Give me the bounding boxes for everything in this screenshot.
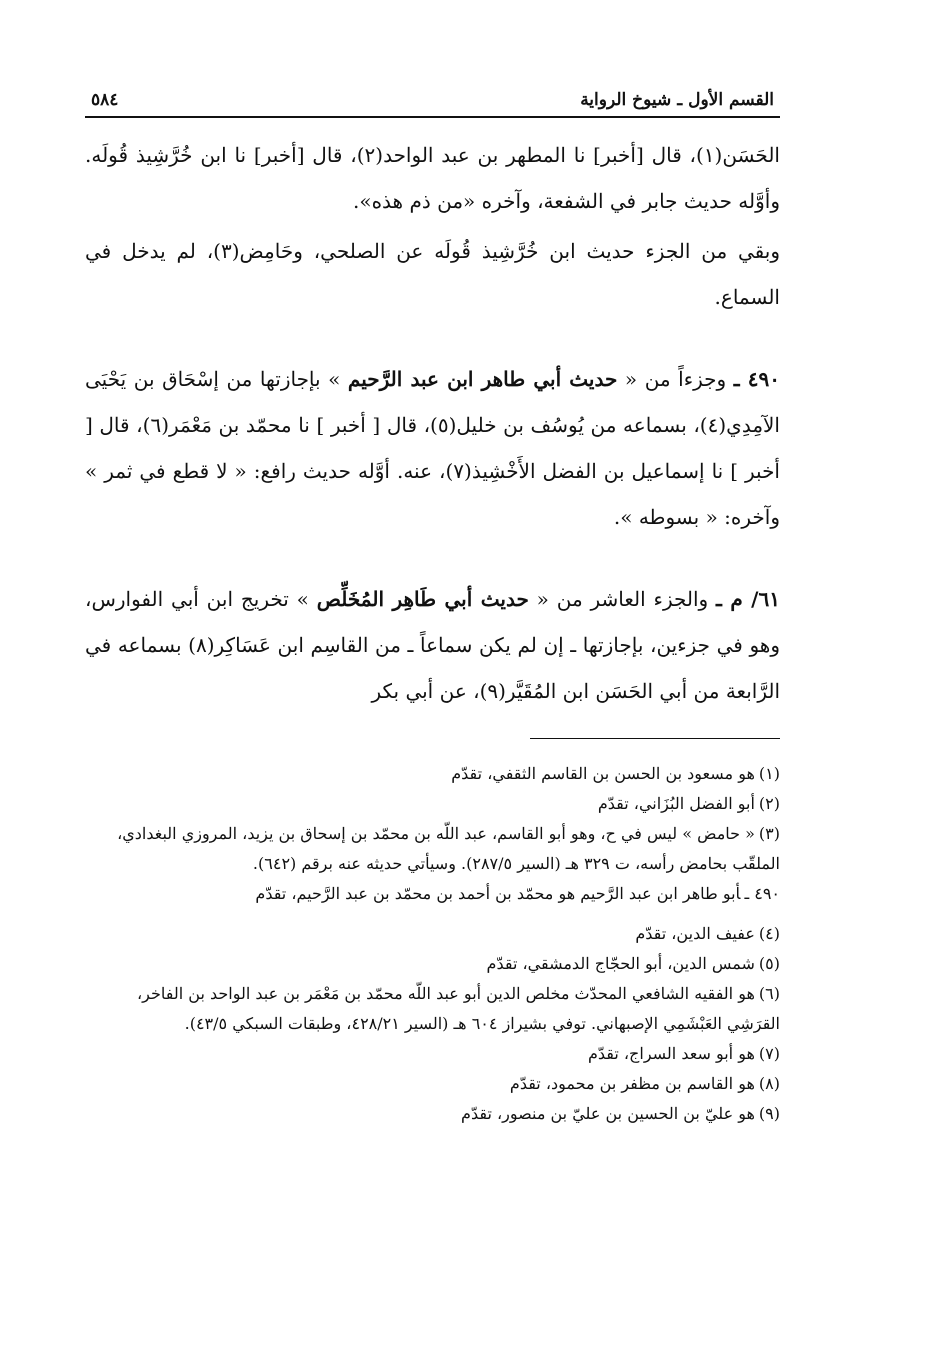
footnote — [85, 979, 780, 1039]
page — [85, 80, 780, 1129]
footnote-label: (٢) — [758, 794, 780, 813]
footnote-text: هو مسعود بن الحسن بن القاسم الثقفي، تقدّم — [451, 764, 755, 783]
page-number: ٥٨٤ — [91, 90, 119, 110]
footnote-label: ٤٩٠ ـ — [744, 884, 780, 903]
entry-number: ٤٩٠ ـ — [733, 367, 780, 391]
footnote-text: أبو طاهر ابن عبد الرَّحيم هو محمّد بن أحمد بن محمّد بن عبد الرَّحيم، تقدّم — [255, 884, 741, 903]
footnote — [85, 1039, 780, 1069]
footnote-label: (٦) — [758, 984, 780, 1003]
footnote-text: هو أبو سعد السراج، تقدّم — [587, 1044, 755, 1063]
footnote-label: (٩) — [758, 1104, 780, 1123]
entry-title: حديث أبي طاهر ابن عبد الرَّحيم — [347, 367, 618, 391]
footnote-label: (٥) — [758, 954, 780, 973]
entry-61m — [85, 576, 780, 714]
footnote — [85, 919, 780, 949]
footnote-rule — [530, 738, 780, 739]
paragraph: الحَسَن(١)، قال [أخبر] نا المطهر بن عبد الواحد(٢)، قال [أخبر] نا ابن خُرَّشِيذ قُولَه. وأوَّله حديث جابر في الشفعة، وآخره «من ذم هذه». — [85, 143, 780, 213]
footnotes — [85, 759, 780, 1129]
footnote — [85, 949, 780, 979]
footnote — [85, 819, 780, 879]
footnote-label: (٨) — [758, 1074, 780, 1093]
footnote — [85, 879, 780, 909]
footnote-label: (١) — [758, 764, 780, 783]
footnote-text: عفيف الدين، تقدّم — [635, 924, 755, 943]
running-title: القسم الأول ـ شيوخ الرواية — [580, 90, 774, 110]
entry-text: » بإجازتها من إسْحَاق بن يَحْيَى الآمِدِي(٤)، بسماعه من يُوسُف بن خليل(٥)، قال [ أخبر ] نا محمّد بن مَعْمَر(٦)، قال [ أخبر ] نا إسماعيل بن الفضل الأَخْشِيذ(٧)، عنه. أوَّله حديث رافع: « لا قطع في ثمر » وآخره: « بسوطه ». — [85, 367, 780, 529]
footnote-text: أبو الفضل البُزَاني، تقدّم — [597, 794, 755, 813]
footnote-text: هو عليّ بن الحسين بن عليّ بن منصور، تقدّم — [461, 1104, 755, 1123]
entry-lead: والجزء العاشر من « — [536, 587, 709, 611]
footnote-label: (٤) — [758, 924, 780, 943]
entry-490 — [85, 356, 780, 540]
header-rule — [85, 116, 780, 118]
main-text — [85, 132, 780, 714]
footnote-text: « حامض » ليس في ح، وهو أبو القاسم، عبد اللّه بن محمّد بن إسحاق بن يزيد، المروزي البغدادي، الملقّب بحامض رأسه، ت ٣٢٩ هـ (السير ٢٨٧/٥). وسيأتي حديثه عنه برقم (٦٤٢). — [117, 824, 780, 873]
entry-number: ٦١/ م ـ — [716, 587, 780, 611]
running-header — [85, 80, 780, 110]
footnote-text: هو الفقيه الشافعي المحدّث مخلص الدين أبو عبد اللّه محمّد بن مَعْمَر بن عبد الواحد بن الفاخر، القرَشِي العَبْشَمِي الإصبهاني. توفي بشيراز ٦٠٤ هـ (السير ٤٢٨/٢١، وطبقات السبكي ٤٣/٥). — [137, 984, 780, 1033]
footnote-text: شمس الدين، أبو الحجّاج الدمشقي، تقدّم — [486, 954, 755, 973]
footnote-label: (٣) — [758, 824, 780, 843]
entry-lead: وجزءاً من « — [624, 367, 727, 391]
footnote-label: (٧) — [758, 1044, 780, 1063]
footnote — [85, 789, 780, 819]
entry-text: » تخريج ابن أبي الفوارس، وهو في جزءين، بإجازتها ـ إن لم يكن سماعاً ـ من القاسِم ابن عَسَاكِر(٨) بسماعه في الرَّابعة من أبي الحَسَن ابن المُقَيَّر(٩)، عن أبي بكر — [85, 587, 780, 703]
footnote — [85, 759, 780, 789]
entry-title: حديث أبي طَاهِر المُخَلِّص — [316, 587, 529, 611]
footnote — [85, 1069, 780, 1099]
paragraph: وبقي من الجزء حديث ابن خُرَّشِيذ قُولَه عن الصلحي، وحَامِض(٣)، لم يدخل في السماع. — [85, 239, 781, 309]
footnote-text: هو القاسم بن مظفر بن محمود، تقدّم — [509, 1074, 755, 1093]
footnote — [85, 1099, 780, 1129]
